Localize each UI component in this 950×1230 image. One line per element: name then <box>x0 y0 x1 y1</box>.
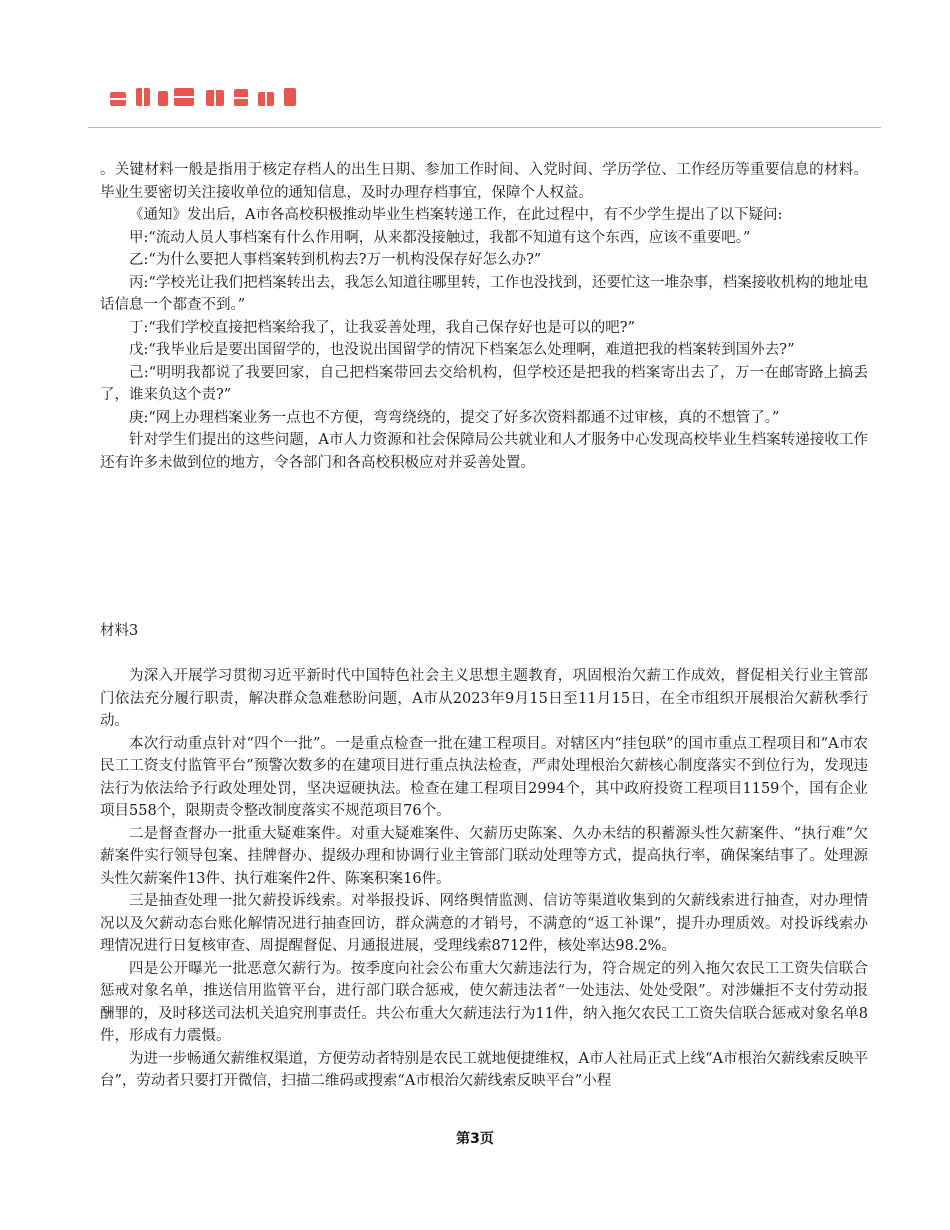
paragraph: 针对学生们提出的这些问题，A市人力资源和社会保障局公共就业和人才服务中心发现高校毕业生档案转递接收工作还有许多未做到位的地方，令各部门和各高校积极应对并妥善处置。 <box>100 432 868 471</box>
paragraph: 甲:“流动人员人事档案有什么作用啊，从来都没接触过，我都不知道有这个东西，应该不重要吧。” <box>129 229 751 246</box>
material-2-continuation <box>100 159 868 474</box>
partial-red-watermark-logo <box>108 86 308 108</box>
material-3-body <box>100 665 868 1093</box>
paragraph: 。关键材料一般是指用于核定存档人的出生日期、参加工作时间、入党时间、学历学位、工作经历等重要信息的材料。毕业生要密切关注接收单位的通知信息，及时办理存档事宜，保障个人权益。 <box>100 162 868 201</box>
paragraph: 己:“明明我都说了我要回家，自己把档案带回去交给机构，但学校还是把我的档案寄出去了，万一在邮寄路上搞丢了，谁来负这个责?” <box>100 364 868 403</box>
paragraph: 三是抽查处理一批欠薪投诉线索。对举报投诉、网络舆情监测、信访等渠道收集到的欠薪线索进行抽查，对办理情况以及欠薪动态台账化解情况进行抽查回访，群众满意的才销号，不满意的“返工补课”，提升办理质效。对投诉线索办理情况进行日复核审查、周提醒督促、月通报进展，受理线索8712件，核处率达98.2%。 <box>100 893 868 954</box>
paragraph: 为深入开展学习贯彻习近平新时代中国特色社会主义思想主题教育，巩固根治欠薪工作成效，督促相关行业主管部门依法充分履行职责，解决群众急难愁盼问题，A市从2023年9月15日至11月15日，在全市组织开展根治欠薪秋季行动。 <box>100 668 868 729</box>
paragraph: 丁:“我们学校直接把档案给我了，让我妥善处理，我自己保存好也是可以的吧?” <box>129 319 635 336</box>
paragraph: 戊:“我毕业后是要出国留学的，也没说出国留学的情况下档案怎么处理啊，难道把我的档案转到国外去?” <box>129 342 795 358</box>
paragraph: 四是公开曝光一批恶意欠薪行为。按季度向社会公布重大欠薪违法行为，符合规定的列入拖欠农民工工资失信联合惩戒对象名单，推送信用监管平台，进行部门联合惩戒，使欠薪违法者“一处违法、处处受限”。对涉嫌拒不支付劳动报酬罪的，及时移送司法机关追究刑事责任。共公布重大欠薪违法行为11件，纳入拖欠农民工工资失信联合惩戒对象名单8件，形成有力震慑。 <box>100 960 868 1044</box>
paragraph: 庚:“网上办理档案业务一点也不方便，弯弯绕绕的，提交了好多次资料都通不过审核，真的不想管了。” <box>129 409 780 426</box>
section-title: 材料3 <box>100 623 139 639</box>
document-body <box>100 159 868 1089</box>
page-number: 第3页 <box>456 1131 494 1147</box>
header-divider <box>88 127 881 128</box>
paragraph: 为进一步畅通欠薪维权渠道，方便劳动者特别是农民工就地便捷维权，A市人社局正式上线“A市根治欠薪线索反映平台”，劳动者只要打开微信，扫描二维码或搜索“A市根治欠薪线索反映平台”小程 <box>100 1050 868 1089</box>
paragraph: 乙:“为什么要把人事档案转到机构去?万一机构没保存好怎么办?” <box>129 252 542 268</box>
paragraph: 本次行动重点针对“四个一批”。一是重点检查一批在建工程项目。对辖区内“挂包联”的国市重点工程项目和“A市农民工工资支付监管平台”预警次数多的在建项目进行重点执法检查，严肃处理根治欠薪核心制度落实不到位行为，发现违法行为依法给予行政处理处罚，坚决逗硬执法。检查在建工程项目2994个，其中政府投资工程项目1159个，国有企业项目558个，限期责令整改制度落实不规范项目76个。 <box>100 735 868 819</box>
paragraph: 丙:“学校光让我们把档案转出去，我怎么知道往哪里转，工作也没找到，还要忙这一堆杂事，档案接收机构的地址电话信息一个都查不到。” <box>100 274 868 313</box>
paragraph: 《通知》发出后，A市各高校积极推动毕业生档案转递工作，在此过程中，有不少学生提出了以下疑问: <box>129 207 783 223</box>
paragraph: 二是督查督办一批重大疑难案件。对重大疑难案件、欠薪历史陈案、久办未结的积蓄源头性欠薪案件、“执行难”欠薪案件实行领导包案、挂牌督办、提级办理和协调行业主管部门联动处理等方式，提高执行率，确保案结事了。处理源头性欠薪案件13件、执行难案件2件、陈案积案16件。 <box>100 825 868 887</box>
